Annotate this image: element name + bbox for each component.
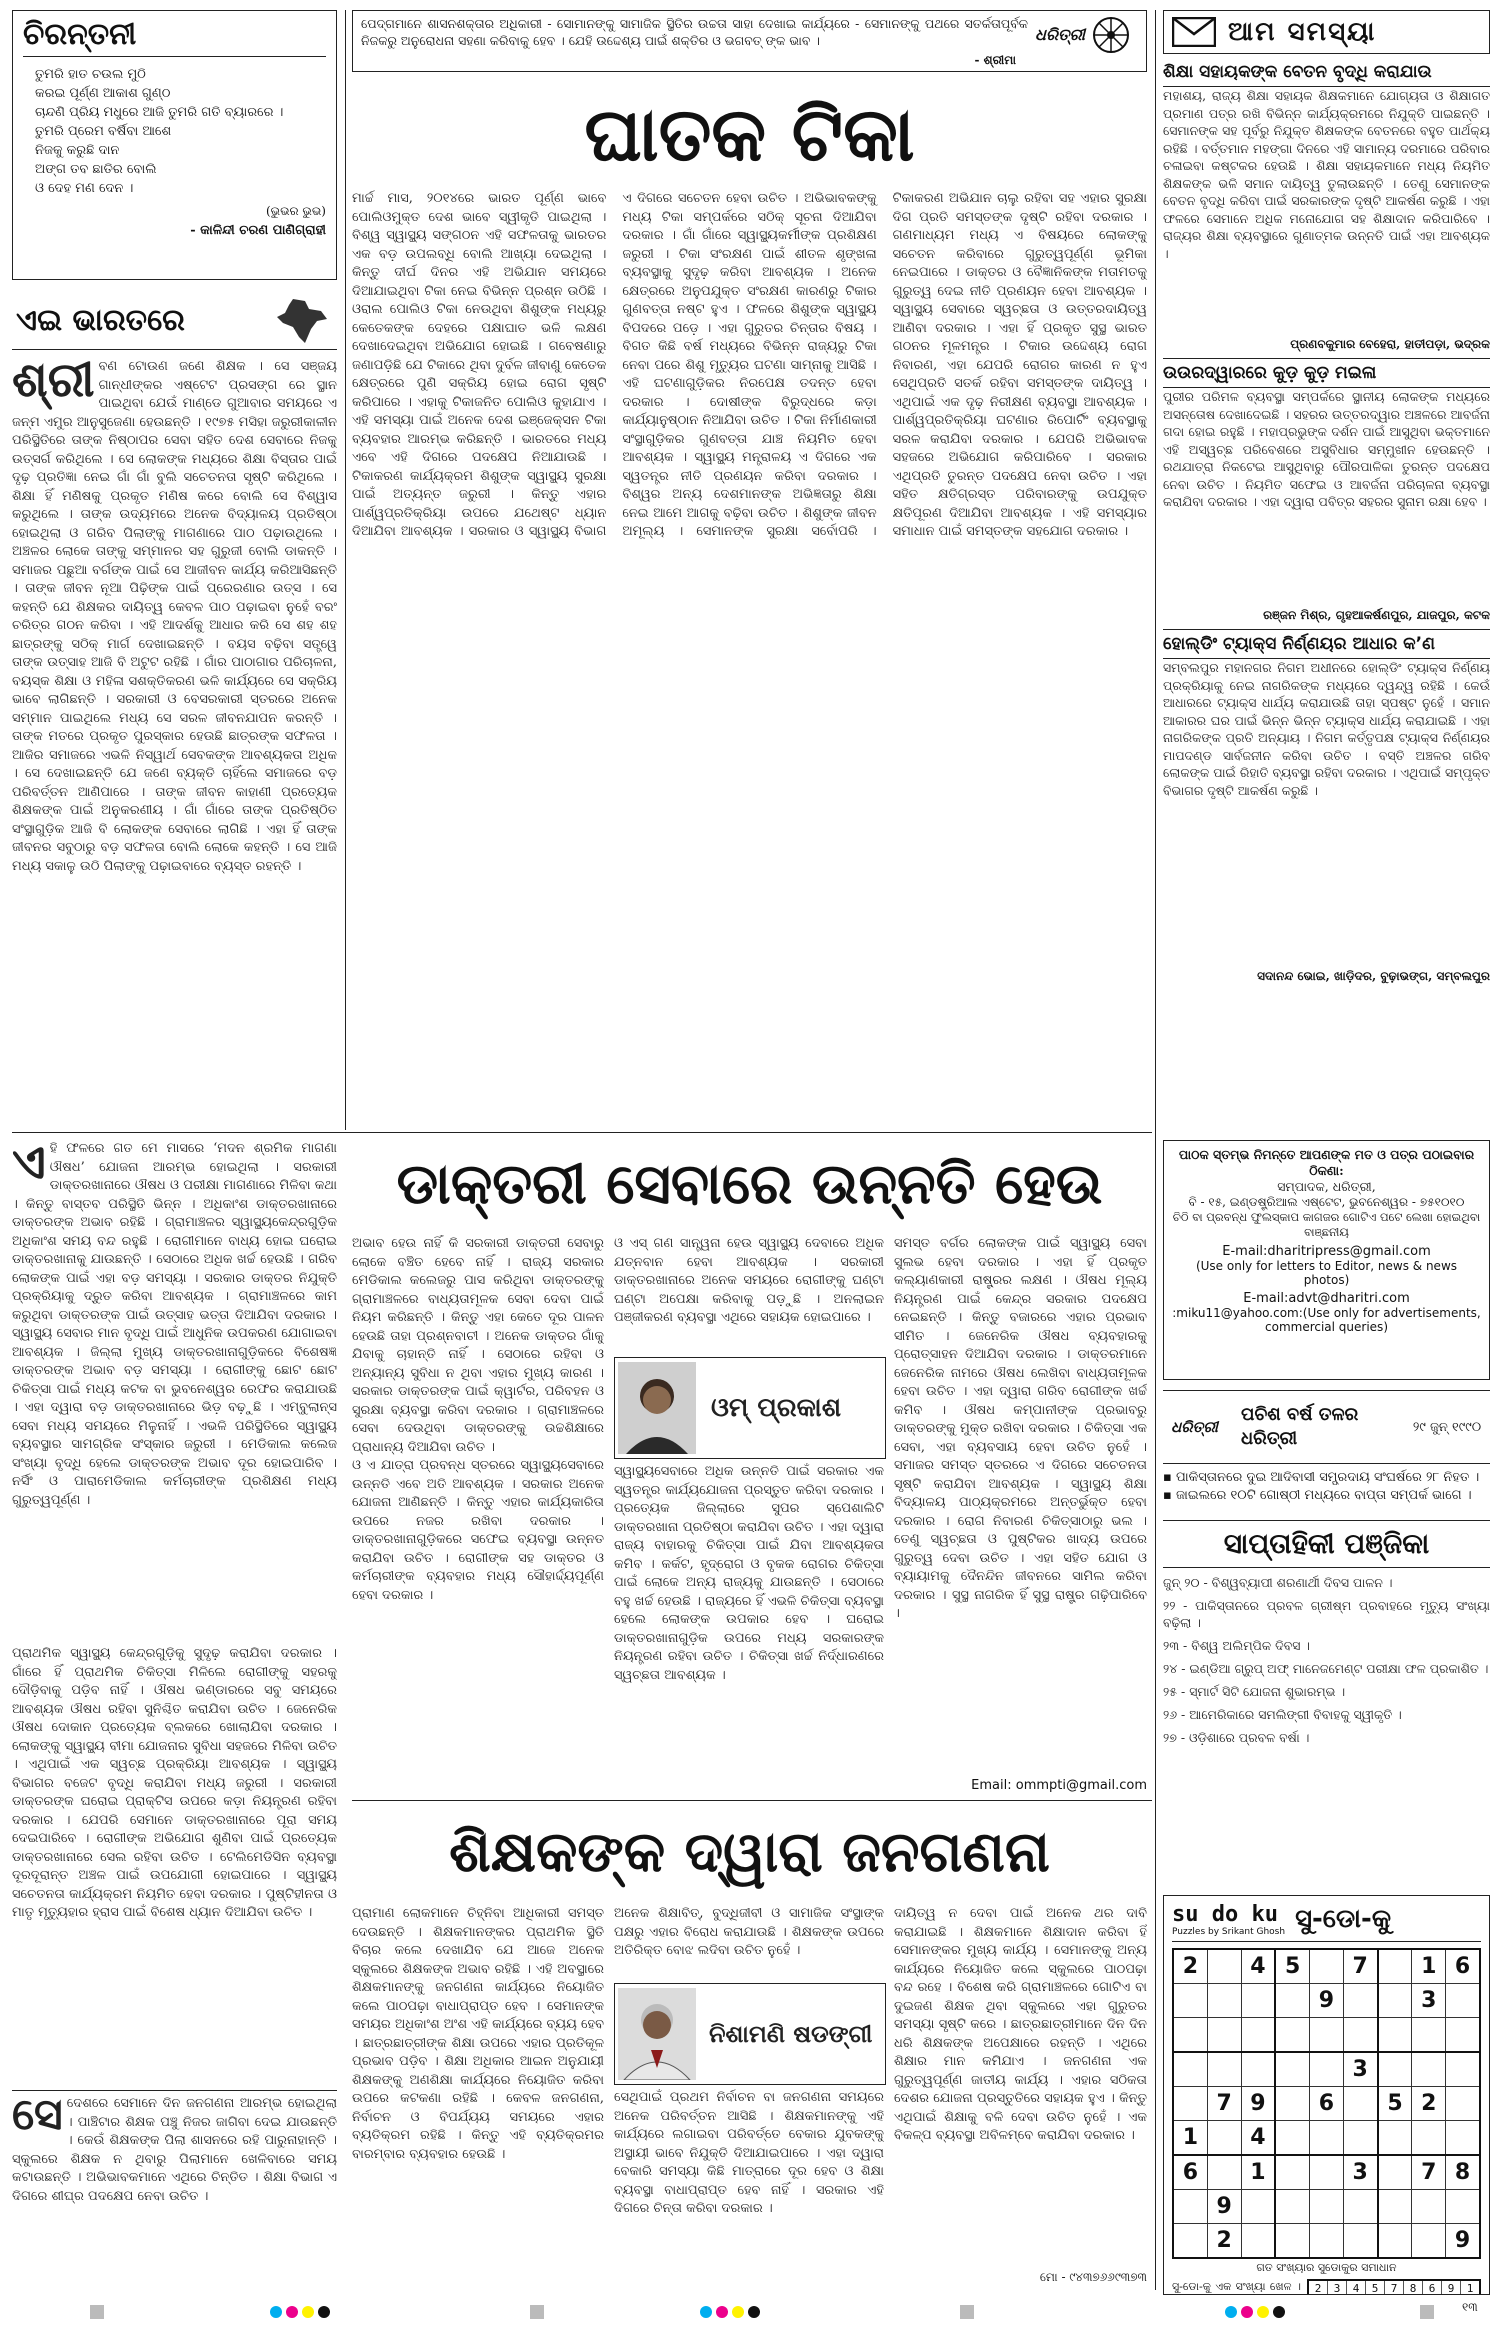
sudoku-cell[interactable]: 3 bbox=[1412, 1984, 1446, 2018]
letter-title: ହୋଲ୍ଡିଂ ଟ୍ୟାକ୍ସ ନିର୍ଣ୍ଣୟର ଆଧାର କ’ଣ bbox=[1163, 629, 1490, 659]
weekly-item: ୨୫ - ସ୍ମାର୍ଟ ସିଟି ଯୋଜନା ଶୁଭାରମ୍ଭ । bbox=[1163, 1684, 1346, 1699]
sudoku-cell[interactable] bbox=[1446, 2190, 1480, 2224]
letter-body: ମହାଶୟ, ରାଜ୍ୟ ଶିକ୍ଷା ସହାୟକ ଶିକ୍ଷକମାନେ ଯୋଗ୍ୟତା ଓ ଶିକ୍ଷାଗତ ପ୍ରମାଣ ପତ୍ର ରଖି ବିଭିନ୍ନ କାର୍ଯ୍ୟକ୍ରମରେ ନିଯୁକ୍ତି ପାଇଛନ୍ତି । ସେମାନଙ୍କ ସହ ପୂର୍ବରୁ ନିଯୁକ୍ତ ଶିକ୍ଷକଙ୍କ ବେତନରେ ବହୁତ ପାର୍ଥକ୍ୟ ରହିଛି । ବର୍ତ୍ତମାନ ମହଙ୍ଗା ଦିନରେ ଏହି ସାମାନ୍ୟ ଦରମାରେ ପରିବାର ଚଳାଇବା କଷ୍ଟକର ହେଉଛି । ଶିକ୍ଷା ସହାୟକମାନେ ମଧ୍ୟ ନିୟମିତ ଶିକ୍ଷକଙ୍କ ଭଳି ସମାନ ଦାୟିତ୍ୱ ତୁଲାଉଛନ୍ତି । ତେଣୁ ସେମାନଙ୍କ ବେତନ ବୃଦ୍ଧି କରିବା ପାଇଁ ସରକାରଙ୍କ ଦୃଷ୍ଟି ଆକର୍ଷଣ କରୁଛି । ଏହା ଫଳରେ ସେମାନେ ଅଧିକ ମନୋଯୋଗ ସହ ଶିକ୍ଷାଦାନ କରିପାରିବେ । ରାଜ୍ୟର ଶିକ୍ଷା ବ୍ୟବସ୍ଥାରେ ଗୁଣାତ୍ମକ ଉନ୍ନତି ପାଇଁ ଏହା ଆବଶ୍ୟକ । bbox=[1163, 88, 1490, 261]
sudoku-cell[interactable] bbox=[1207, 1984, 1241, 2018]
solution-cell: 5 bbox=[1366, 2280, 1385, 2295]
sudoku-cell[interactable] bbox=[1378, 1949, 1412, 1984]
sudoku-cell[interactable] bbox=[1343, 2190, 1377, 2224]
sudoku-cell[interactable] bbox=[1412, 2121, 1446, 2156]
poem-line: ଓ ଦେହ ମଣ ଦେନ । bbox=[35, 181, 134, 196]
editor-email-note: (Use only for letters to Editor, news & news photos) bbox=[1195, 1259, 1458, 1287]
article3-left-text: ସେ ଦେଶରେ ସେମାନେ ଦିନ ଜନଗଣନା ଆରମ୍ଭ ହୋଇଥିଲା । ପାଞ୍ଚିଟାର ଶିକ୍ଷକ ପଞ୍ଚୁ ନିଜର ଜାଗିବା ଦେଇ ଯାଉଛନ୍ତି । କେଉଁ ଶିକ୍ଷକଙ୍କ ପିଲା ଶାସନରେ ରହି ପାରୁନାହାନ୍ତି । ସ୍କୁଲରେ ଶିକ୍ଷକ ନ ଥିବାରୁ ପିଲାମାନେ ଖେଳିବାରେ ସମୟ କଟାଉଛନ୍ତି । ଅଭିଭାବକମାନେ ଏଥିରେ ଚିନ୍ତିତ । ଶିକ୍ଷା ବିଭାଗ ଏ ଦିଗରେ ଶୀଘ୍ର ପଦକ୍ଷେପ ନେବା ଉଚିତ । bbox=[12, 2090, 337, 2290]
sudoku-cell[interactable]: 5 bbox=[1378, 2087, 1412, 2121]
contact-intro: ପାଠକ ସ୍ତମ୍ଭ ନିମନ୍ତେ ଆପଣଙ୍କ ମତ ଓ ପତ୍ର ପଠାଇବାର ଠିକଣା: bbox=[1178, 1147, 1475, 1178]
sudoku-solution bbox=[1307, 2279, 1481, 2295]
sudoku-cell[interactable] bbox=[1241, 2018, 1275, 2053]
sudoku-cell[interactable] bbox=[1241, 2190, 1275, 2224]
weekly-item: ୨୪ - ଇଣ୍ଡିଆ ଗ୍ରୁପ୍ ଅଫ୍ ମାନେଜମେଣ୍ଟ ପରୀକ୍ଷା ଫଳ ପ୍ରକାଶିତ । bbox=[1163, 1661, 1489, 1676]
sudoku-cell[interactable]: 4 bbox=[1241, 2121, 1275, 2156]
dharitri-logo bbox=[1028, 15, 1138, 55]
sudoku-cell[interactable] bbox=[1207, 2121, 1241, 2156]
print-mark bbox=[530, 2305, 544, 2319]
letter-byline: ରଞ୍ଜନ ମିଶ୍ର, ଗୃହଆକର୍ଷଣପୁର, ଯାଜପୁର, କଟକ bbox=[1263, 608, 1490, 622]
sudoku-cell[interactable] bbox=[1446, 2052, 1480, 2087]
sudoku-cell[interactable]: 8 bbox=[1446, 2155, 1480, 2190]
solution-cell: 8 bbox=[1404, 2280, 1423, 2295]
sudoku-cell[interactable] bbox=[1378, 2121, 1412, 2156]
weekly-item: ଜୁନ୍ ୨୦ - ବିଶ୍ୱବ୍ୟାପୀ ଶରଣାର୍ଥୀ ଦିବସ ପାଳନ । bbox=[1163, 1575, 1393, 1590]
sudoku-cell[interactable] bbox=[1310, 2190, 1344, 2224]
flashback-date: ୨୯ ଜୁନ୍ ୧୯୯୦ bbox=[1412, 1419, 1482, 1435]
sudoku-cell[interactable]: 2 bbox=[1173, 1949, 1207, 1984]
sudoku-cell[interactable] bbox=[1446, 2018, 1480, 2053]
poem-note: (ଭୁଭର ଭୁଭ) bbox=[265, 204, 326, 218]
sudoku-cell[interactable] bbox=[1275, 1984, 1309, 2018]
section-rule bbox=[12, 1132, 1152, 1133]
sudoku-cell[interactable] bbox=[1378, 2224, 1412, 2259]
quote-text: ପେଦ୍ଗମାନେ ଶାସନଶକ୍ତାର ଅଧିକାରୀ - ସୋମାନଙ୍କୁ ସାମାଜିକ ସ୍ଥିତିର ଉଚ୍ଚତା ସାହା ଦେଖାଇ କାର୍ଯ୍ୟରେ - ସେମାନଙ୍କୁ ପଥରେ ସତର୍କତାପୂର୍ବକ ନିଜକରୁ ଅନୁରୋଧନା ସହଣା କରିବାକୁ ହେବ । ଯେହି ଉଦ୍ଦେଶ୍ୟ ପାଇଁ ଶକ୍ତିର ଓ ଭଗବତ୍ ଙ୍କ ଭାବ । bbox=[361, 16, 1028, 48]
sudoku-cell[interactable] bbox=[1241, 2224, 1275, 2259]
print-mark bbox=[1420, 2305, 1434, 2319]
author-photo bbox=[618, 1362, 696, 1454]
sudoku-title-or: ସୁ-ଡୋ-କୁ bbox=[1295, 1904, 1392, 1934]
sudoku-cell[interactable] bbox=[1412, 2052, 1446, 2087]
chirantani-title: ଚିରନ୍ତନୀ bbox=[23, 17, 326, 57]
article3-body: ପ୍ରାମାଣ ଲୋକମାନେ ଚିହ୍ନିବା ଆଧିକାରୀ ସମସ୍ତ ଦେଉଛନ୍ତି । ଶିକ୍ଷକମାନଙ୍କର ପ୍ରାଥମିକ ସ୍ଥିତି ବିଚାର କଲେ ଦେଖାଯିବ ଯେ ଆଜେ ଅନେକ ସ୍କୁଲରେ ଶିକ୍ଷକଙ୍କ ଅଭାବ ରହିଛି । ଏହି ଅବସ୍ଥାରେ ଶିକ୍ଷକମାନଙ୍କୁ ଜନଗଣନା କାର୍ଯ୍ୟରେ ନିୟୋଜିତ କଲେ ପାଠପଢ଼ା ବାଧାପ୍ରାପ୍ତ ହେବ । ସେମାନଙ୍କ ସମୟର ଅଧିକାଂଶ ଅଂଶ ଏହି କାର୍ଯ୍ୟରେ ବ୍ୟୟ ହେବ । ଛାତ୍ରଛାତ୍ରୀଙ୍କ ଶିକ୍ଷା ଉପରେ ଏହାର ପ୍ରତିକୂଳ ପ୍ରଭାବ ପଡ଼ିବ । ଶିକ୍ଷା ଅଧିକାର ଆଇନ ଅନୁଯାୟୀ ଶିକ୍ଷକଙ୍କୁ ଅଣଶିକ୍ଷା କାର୍ଯ୍ୟରେ ନିୟୋଜିତ କରିବା ଉପରେ କଟକଣା ରହିଛି । କେବଳ ଜନଗଣନା, ନିର୍ବାଚନ ଓ ବିପର୍ଯ୍ୟୟ ସମୟରେ ଏହାର ବ୍ୟତିକ୍ରମ ରହିଛି । କିନ୍ତୁ ଏହି ବ୍ୟତିକ୍ରମର ବାରମ୍ବାର ବ୍ୟବହାର ହେଉଛି । ନିଶାମଣି ଷଡଙ୍ଗୀ ଅନେକ ଶିକ୍ଷାବିତ୍, ବୁଦ୍ଧିଜୀବୀ ଓ ସାମାଜିକ ସଂସ୍ଥାଙ୍କ ପକ୍ଷରୁ ଏହାର ବିରୋଧ କରାଯାଉଛି । ଶିକ୍ଷକଙ୍କ ଉପରେ ଅତିରିକ୍ତ ବୋଝ ଲଦିବା ଉଚିତ ନୁହେଁ । ସେଥିପାଇଁ ପ୍ରଥମ ନିର୍ବାଚନ ବା ଜନଗଣନା ସମୟରେ ଅନେକ ପରିବର୍ତ୍ତନ ଆସିଛି । ଶିକ୍ଷକମାନଙ୍କୁ ଏହି କାର୍ଯ୍ୟରେ ଲଗାଇବା ପରିବର୍ତ୍ତେ ବେକାର ଯୁବକଙ୍କୁ ଅସ୍ଥାୟୀ ଭାବେ ନିଯୁକ୍ତି ଦିଆଯାଇପାରେ । ଏହା ଦ୍ୱାରା ବେକାରି ସମସ୍ୟା କିଛି ମାତ୍ରାରେ ଦୂର ହେବ ଓ ଶିକ୍ଷା ବ୍ୟବସ୍ଥା ବାଧାପ୍ରାପ୍ତ ହେବ ନାହିଁ । ସରକାର ଏହି ଦିଗରେ ଚିନ୍ତା କରିବା ଦରକାର । ଦାୟିତ୍ୱ ନ ଦେବା ପାଇଁ ଅନେକ ଥର ଦାବି କରାଯାଇଛି । ଶିକ୍ଷକମାନେ ଶିକ୍ଷାଦାନ କରିବା ହିଁ ସେମାନଙ୍କର ମୁଖ୍ୟ କାର୍ଯ୍ୟ । ସେମାନଙ୍କୁ ଅନ୍ୟ କାର୍ଯ୍ୟରେ ନିୟୋଜିତ କଲେ ସ୍କୁଲରେ ପାଠପଢ଼ା ବନ୍ଦ ରହେ । ବିଶେଷ କରି ଗ୍ରାମାଞ୍ଚଳରେ ଗୋଟିଏ ବା ଦୁଇଜଣ ଶିକ୍ଷକ ଥିବା ସ୍କୁଲରେ ଏହା ଗୁରୁତର ସମସ୍ୟା ସୃଷ୍ଟି କରେ । ଛାତ୍ରଛାତ୍ରୀମାନେ ଦିନ ଦିନ ଧରି ଶିକ୍ଷକଙ୍କ ଅପେକ୍ଷାରେ ରହନ୍ତି । ଏଥିରେ ଶିକ୍ଷାର ମାନ କମିଯାଏ । ଜନଗଣନା ଏକ ଗୁରୁତ୍ୱପୂର୍ଣ୍ଣ ଜାତୀୟ କାର୍ଯ୍ୟ । ଏହାର ସଠିକତା ଦେଶର ଯୋଜନା ପ୍ରସ୍ତୁତିରେ ସହାୟକ ହୁଏ । କିନ୍ତୁ ଏଥିପାଇଁ ଶିକ୍ଷାକୁ ବଳି ଦେବା ଉଚିତ ନୁହେଁ । ଏକ ବିକଳ୍ପ ବ୍ୟବସ୍ଥା ଅବିଳମ୍ବେ କରାଯିବା ଦରକାର । bbox=[352, 1906, 1147, 2216]
sudoku-cell[interactable]: 7 bbox=[1343, 1949, 1377, 1984]
article1-headline: ଘାତକ ଟିକା bbox=[584, 92, 915, 178]
poem-line: ତୁମରି ହାତ ଚଉଲ ମୁଠି bbox=[35, 67, 146, 82]
column-rule bbox=[345, 10, 346, 1130]
solution-cell: 4 bbox=[1347, 2280, 1366, 2295]
ama-samasya-title: ଆମ ସମସ୍ୟା bbox=[1228, 16, 1377, 47]
sudoku-credit: Puzzles by Srikant Ghosh bbox=[1172, 1927, 1286, 1937]
sudoku-cell[interactable]: 6 bbox=[1173, 2155, 1207, 2190]
poem-line: ତୁମରି ପ୍ରେମ ବର୍ଷିବା ଆଶେ bbox=[35, 124, 172, 139]
solution-cell: 1 bbox=[1461, 2280, 1481, 2295]
quote-box bbox=[352, 10, 1147, 72]
sudoku-cell[interactable] bbox=[1343, 2121, 1377, 2156]
drop-cap: ସେ bbox=[12, 2090, 63, 2140]
sudoku-cell[interactable] bbox=[1275, 2052, 1309, 2087]
sudoku-cell[interactable]: 7 bbox=[1412, 2155, 1446, 2190]
sudoku-cell[interactable] bbox=[1343, 2018, 1377, 2053]
sudoku-cell[interactable] bbox=[1378, 1984, 1412, 2018]
envelope-icon bbox=[1172, 17, 1216, 47]
sudoku-cell[interactable]: 4 bbox=[1241, 1949, 1275, 1984]
author-photo bbox=[618, 1988, 696, 2080]
flashback-box bbox=[1163, 1390, 1490, 1512]
contact-box bbox=[1163, 1140, 1490, 1380]
letter-byline: ପ୍ରଣବକୁମାର ବେହେରା, ହାତୀପଡ଼ା, ଭଦ୍ରକ bbox=[1290, 337, 1490, 351]
article2-left-cont: ପ୍ରାଥମିକ ସ୍ୱାସ୍ଥ୍ୟ କେନ୍ଦ୍ରଗୁଡ଼ିକୁ ସୁଦୃଢ଼ କରାଯିବା ଦରକାର । ଗାଁରେ ହିଁ ପ୍ରାଥମିକ ଚିକିତ୍ସା ମିଳିଲେ ରୋଗୀଙ୍କୁ ସହରକୁ ଦୌଡ଼ିବାକୁ ପଡ଼ିବ ନାହିଁ । ଔଷଧ ଭଣ୍ଡାରରେ ସବୁ ସମୟରେ ଆବଶ୍ୟକ ଔଷଧ ରହିବା ସୁନିଶ୍ଚିତ କରାଯିବା ଉଚିତ । ଜେନେରିକ ଔଷଧ ଦୋକାନ ପ୍ରତ୍ୟେକ ବ୍ଲକରେ ଖୋଲାଯିବା ଦରକାର । ଲୋକଙ୍କୁ ସ୍ୱାସ୍ଥ୍ୟ ବୀମା ଯୋଜନାର ସୁବିଧା ସହଜରେ ମିଳିବା ଉଚିତ । ଏଥିପାଇଁ ଏକ ସ୍ୱଚ୍ଛ ପ୍ରକ୍ରିୟା ଆବଶ୍ୟକ । ସ୍ୱାସ୍ଥ୍ୟ ବିଭାଗର ବଜେଟ ବୃଦ୍ଧି କରାଯିବା ମଧ୍ୟ ଜରୁରୀ । ସରକାରୀ ଡାକ୍ତରଙ୍କ ଘରୋଇ ପ୍ରାକ୍ଟିସ ଉପରେ କଡ଼ା ନିୟନ୍ତ୍ରଣ ରହିବା ଦରକାର । ଯେପରି ସେମାନେ ଡାକ୍ତରଖାନାରେ ପୂରା ସମୟ ଦେଇପାରିବେ । ରୋଗୀଙ୍କ ଅଭିଯୋଗ ଶୁଣିବା ପାଇଁ ପ୍ରତ୍ୟେକ ଡାକ୍ତରଖାନାରେ ସେଲ ରହିବା ଉଚିତ । ଟେଲିମେଡିସିନ ବ୍ୟବସ୍ଥା ଦୂରଦୂରାନ୍ତ ଅଞ୍ଚଳ ପାଇଁ ଉପଯୋଗୀ ହୋଇପାରେ । ସ୍ୱାସ୍ଥ୍ୟ ସଚେତନତା କାର୍ଯ୍ୟକ୍ରମ ନିୟମିତ ହେବା ଦରକାର । ପୁଷ୍ଟିହୀନତା ଓ ମାତୃ ମୃତ୍ୟୁହାର ହ୍ରାସ ପାଇଁ ବିଶେଷ ଧ୍ୟାନ ଦିଆଯିବା ଉଚିତ । bbox=[12, 1646, 337, 1920]
sudoku-cell[interactable] bbox=[1207, 2155, 1241, 2190]
contact-line: ସମ୍ପାଦକ, ଧରିତ୍ରୀ, bbox=[1277, 1179, 1376, 1194]
flashback-logo: ଧରିତ୍ରୀ bbox=[1171, 1418, 1218, 1436]
sudoku-cell[interactable] bbox=[1343, 2224, 1377, 2259]
article3-headline: ଶିକ୍ଷକଙ୍କ ଦ୍ୱାରା ଜନଗଣନା bbox=[449, 1820, 1050, 1885]
ebharat-article bbox=[12, 358, 337, 1128]
solution-cell: 9 bbox=[1442, 2280, 1461, 2295]
advt-email[interactable]: E-mail:advt@dharitri.com bbox=[1243, 1291, 1410, 1306]
sudoku-cell[interactable] bbox=[1378, 2190, 1412, 2224]
article3-phone: ମୋ - ୯୪୩୭୬୬୯୩୭୩ bbox=[1039, 2270, 1147, 2284]
sudoku-cell[interactable] bbox=[1446, 2087, 1480, 2121]
letter-title: ଉଉରଦ୍ୱାରରେ କୁଡ଼ କୁଡ଼ ମଇଳା bbox=[1163, 358, 1490, 388]
letter-title: ଶିକ୍ଷା ସହାୟକଙ୍କ ବେତନ ବୃଦ୍ଧି କରାଯାଉ bbox=[1163, 60, 1490, 87]
weekly-item: ୨୭ - ଓଡ଼ିଶାରେ ପ୍ରବଳ ବର୍ଷା । bbox=[1163, 1730, 1310, 1745]
sudoku-cell[interactable]: 3 bbox=[1343, 2155, 1377, 2190]
quote-author: - ଶ୍ରୀମା bbox=[974, 53, 1016, 67]
sudoku-rules: ସୁ-ଡୋ-କୁ ଏକ ସଂଖ୍ୟା ଖେଳ । bbox=[1172, 2280, 1301, 2293]
sudoku-cell[interactable] bbox=[1446, 2121, 1480, 2156]
sudoku-cell[interactable] bbox=[1173, 2190, 1207, 2224]
sudoku-cell[interactable] bbox=[1173, 1984, 1207, 2018]
sudoku-cell[interactable]: 7 bbox=[1207, 2087, 1241, 2121]
poet-name: - କାଳିନ୍ଦୀ ଚରଣ ପାଣିଗ୍ରାହୀ bbox=[190, 223, 326, 238]
solution-cell: 7 bbox=[1385, 2280, 1404, 2295]
poem bbox=[23, 65, 326, 198]
sudoku-cell[interactable] bbox=[1173, 2087, 1207, 2121]
sudoku-cell[interactable] bbox=[1207, 1949, 1241, 1984]
india-map-icon bbox=[271, 297, 331, 347]
page-number: ୧୩ bbox=[1462, 2300, 1478, 2314]
ebharat-header bbox=[12, 295, 337, 350]
poem-line: ଅଙ୍ଗ ତବ ଛାତିର ବୋଲି bbox=[35, 162, 157, 177]
sudoku-cell[interactable] bbox=[1446, 1984, 1480, 2018]
weekly-calendar bbox=[1163, 1520, 1490, 1890]
sudoku-cell[interactable] bbox=[1378, 2052, 1412, 2087]
sudoku-cell[interactable] bbox=[1310, 2018, 1344, 2053]
color-registration-mark bbox=[700, 2306, 760, 2318]
sudoku-cell[interactable]: 9 bbox=[1446, 2224, 1480, 2259]
sudoku-grid[interactable] bbox=[1172, 1948, 1481, 2259]
flashback-item: ▪ ଜାଇଲରେ ୧୦ଟି ଗୋଷ୍ଠୀ ମଧ୍ୟରେ ବାପ୍ତା ସମ୍ପର୍କ ଭାଗେ । bbox=[1163, 1488, 1472, 1503]
sudoku-cell[interactable]: 9 bbox=[1207, 2190, 1241, 2224]
sudoku-cell[interactable] bbox=[1310, 2155, 1344, 2190]
article1-body: ମାର୍ଚ୍ଚ ମାସ, ୨୦୧୪ରେ ଭାରତ ପୂର୍ଣ୍ଣ ଭାବେ ପୋଲିଓମୁକ୍ତ ଦେଶ ଭାବେ ସ୍ୱୀକୃତି ପାଇଥିଲା । ବିଶ୍ୱ ସ୍ୱାସ୍ଥ୍ୟ ସଙ୍ଗଠନ ଏହି ସଫଳତାକୁ ଭାରତର ଏକ ବଡ଼ ଉପଲବ୍ଧି ବୋଲି ଆଖ୍ୟା ଦେଇଥିଲା । କିନ୍ତୁ ଦୀର୍ଘ ଦିନର ଏହି ଅଭିଯାନ ସମୟରେ ଦିଆଯାଇଥିବା ଟିକା ନେଇ ବିଭିନ୍ନ ପ୍ରଶ୍ନ ଉଠିଛି । ଓରାଲ ପୋଲିଓ ଟିକା ନେଉଥିବା ଶିଶୁଙ୍କ ମଧ୍ୟରୁ କେତେକଙ୍କ ଦେହରେ ପକ୍ଷାଘାତ ଭଳି ଲକ୍ଷଣ ଦେଖାଦେଇଥିବା ଅଭିଯୋଗ ହୋଇଛି । ଗବେଷଣାରୁ ଜଣାପଡ଼ିଛି ଯେ ଟିକାରେ ଥିବା ଦୁର୍ବଳ ଜୀବାଣୁ କେତେକ କ୍ଷେତ୍ରରେ ପୁଣି ସକ୍ରିୟ ହୋଇ ରୋଗ ସୃଷ୍ଟି କରିପାରେ । ଏହାକୁ ଟିକାଜନିତ ପୋଲିଓ କୁହାଯାଏ । ଏହି ସମସ୍ୟା ପାଇଁ ଅନେକ ଦେଶ ଇଞ୍ଜେକ୍ସନ ଟିକା ବ୍ୟବହାର ଆରମ୍ଭ କରିଛନ୍ତି । ଭାରତରେ ମଧ୍ୟ ଏବେ ଏହି ଦିଗରେ ପଦକ୍ଷେପ ନିଆଯାଉଛି । ଟିକାକରଣ କାର୍ଯ୍ୟକ୍ରମ ଶିଶୁଙ୍କ ସ୍ୱାସ୍ଥ୍ୟ ସୁରକ୍ଷା ପାଇଁ ଅତ୍ୟନ୍ତ ଜରୁରୀ । କିନ୍ତୁ ଏହାର ପାର୍ଶ୍ୱପ୍ରତିକ୍ରିୟା ଉପରେ ଯଥେଷ୍ଟ ଧ୍ୟାନ ଦିଆଯିବା ଆବଶ୍ୟକ । ସରକାର ଓ ସ୍ୱାସ୍ଥ୍ୟ ବିଭାଗ ଏ ଦିଗରେ ସଚେତନ ହେବା ଉଚିତ । ଅଭିଭାବକଙ୍କୁ ମଧ୍ୟ ଟିକା ସମ୍ପର୍କରେ ସଠିକ୍ ସୂଚନା ଦିଆଯିବା ଦରକାର । ଗାଁ ଗାଁରେ ସ୍ୱାସ୍ଥ୍ୟକର୍ମୀଙ୍କ ପ୍ରଶିକ୍ଷଣ ଜରୁରୀ । ଟିକା ସଂରକ୍ଷଣ ପାଇଁ ଶୀତଳ ଶୃଙ୍ଖଳା ବ୍ୟବସ୍ଥାକୁ ସୁଦୃଢ଼ କରିବା ଆବଶ୍ୟକ । ଅନେକ କ୍ଷେତ୍ରରେ ଅନୁପଯୁକ୍ତ ସଂରକ୍ଷଣ କାରଣରୁ ଟିକାର ଗୁଣବତ୍ତା ନଷ୍ଟ ହୁଏ । ଫଳରେ ଶିଶୁଙ୍କ ସ୍ୱାସ୍ଥ୍ୟ ବିପଦରେ ପଡ଼େ । ଏହା ଗୁରୁତର ଚିନ୍ତାର ବିଷୟ । ବିଗତ କିଛି ବର୍ଷ ମଧ୍ୟରେ ବିଭିନ୍ନ ରାଜ୍ୟରୁ ଟିକା ନେବା ପରେ ଶିଶୁ ମୃତ୍ୟୁର ଘଟଣା ସାମ୍ନାକୁ ଆସିଛି । ଏହି ଘଟଣାଗୁଡ଼ିକର ନିରପେକ୍ଷ ତଦନ୍ତ ହେବା ଦରକାର । ଦୋଷୀଙ୍କ ବିରୁଦ୍ଧରେ କଡ଼ା କାର୍ଯ୍ୟାନୁଷ୍ଠାନ ନିଆଯିବା ଉଚିତ । ଟିକା ନିର୍ମାଣକାରୀ ସଂସ୍ଥାଗୁଡ଼ିକର ଗୁଣବତ୍ତା ଯାଞ୍ଚ ନିୟମିତ ହେବା ଆବଶ୍ୟକ । ସ୍ୱାସ୍ଥ୍ୟ ମନ୍ତ୍ରାଳୟ ଏ ଦିଗରେ ଏକ ସ୍ୱତନ୍ତ୍ର ନୀତି ପ୍ରଣୟନ କରିବା ଦରକାର । ବିଶ୍ୱର ଅନ୍ୟ ଦେଶମାନଙ୍କ ଅଭିଜ୍ଞତାରୁ ଶିକ୍ଷା ନେଇ ଆମେ ଆଗକୁ ବଢ଼ିବା ଉଚିତ । ଶିଶୁଙ୍କ ଜୀବନ ଅମୂଲ୍ୟ । ସେମାନଙ୍କ ସୁରକ୍ଷା ସର୍ବୋପରି । ଟିକାକରଣ ଅଭିଯାନ ଚାଲୁ ରହିବା ସହ ଏହାର ସୁରକ୍ଷା ଦିଗ ପ୍ରତି ସମସ୍ତଙ୍କ ଦୃଷ୍ଟି ରହିବା ଦରକାର । ଗଣମାଧ୍ୟମ ମଧ୍ୟ ଏ ବିଷୟରେ ଲୋକଙ୍କୁ ସଚେତନ କରିବାରେ ଗୁରୁତ୍ୱପୂର୍ଣ୍ଣ ଭୂମିକା ନେଇପାରେ । ଡାକ୍ତର ଓ ବୈଜ୍ଞାନିକଙ୍କ ମତାମତକୁ ଗୁରୁତ୍ୱ ଦେଇ ନୀତି ପ୍ରଣୟନ ହେବା ଆବଶ୍ୟକ । ସ୍ୱାସ୍ଥ୍ୟ ସେବାରେ ସ୍ୱଚ୍ଛତା ଓ ଉତ୍ତରଦାୟିତ୍ୱ ଆଣିବା ଦରକାର । ଏହା ହିଁ ପ୍ରକୃତ ସୁସ୍ଥ ଭାରତ ଗଠନର ମୂଳମନ୍ତ୍ର । ଟିକାର ଉଦ୍ଦେଶ୍ୟ ରୋଗ ନିବାରଣ, ଏହା ଯେପରି ରୋଗର କାରଣ ନ ହୁଏ ସେଥିପ୍ରତି ସତର୍କ ରହିବା ସମସ୍ତଙ୍କ ଦାୟିତ୍ୱ । ଏଥିପାଇଁ ଏକ ଦୃଢ଼ ନିରୀକ୍ଷଣ ବ୍ୟବସ୍ଥା ଆବଶ୍ୟକ । ପାର୍ଶ୍ୱପ୍ରତିକ୍ରିୟା ଘଟଣାର ରିପୋର୍ଟିଂ ବ୍ୟବସ୍ଥାକୁ ସରଳ କରାଯିବା ଦରକାର । ଯେପରି ଅଭିଭାବକ ସହଜରେ ଅଭିଯୋଗ କରିପାରିବେ । ସରକାର ଏଥିପ୍ରତି ତୁରନ୍ତ ପଦକ୍ଷେପ ନେବା ଉଚିତ । ଏହା ସହିତ କ୍ଷତିଗ୍ରସ୍ତ ପରିବାରଙ୍କୁ ଉପଯୁକ୍ତ କ୍ଷତିପୂରଣ ଦିଆଯିବା ଆବଶ୍ୟକ । ଏହି ସମସ୍ୟାର ସମାଧାନ ପାଇଁ ସମସ୍ତଙ୍କ ସହଯୋଗ ଦରକାର । bbox=[352, 191, 1147, 539]
sudoku-cell[interactable]: 9 bbox=[1310, 1984, 1344, 2018]
drop-cap: ଏ bbox=[12, 1140, 46, 1190]
print-mark bbox=[90, 2305, 104, 2319]
sudoku-title-en: su do ku bbox=[1172, 1902, 1278, 1927]
letter-byline: ସଦାନନ୍ଦ ଭୋଇ, ଖାଡ଼ିଦର, ବୁଢ଼ାଭଙ୍ଗ, ସମ୍ବଲପୁର bbox=[1257, 969, 1490, 983]
sudoku-cell[interactable] bbox=[1310, 1949, 1344, 1984]
weekly-title: ସାପ୍ତାହିକୀ ପଞ୍ଜିକା bbox=[1163, 1520, 1490, 1568]
contact-line: ଚିଠି ବା ପ୍ରବନ୍ଧ ଫୁଲସ୍କାପ କାଗଜର ଗୋଟିଏ ପଟେ ଲେଖା ହୋଇଥିବା ବାଞ୍ଛନୀୟ bbox=[1172, 1210, 1481, 1239]
weekly-item: ୨୬ - ଆମେରିକାରେ ସମଲିଙ୍ଗୀ ବିବାହକୁ ସ୍ୱୀକୃତି । bbox=[1163, 1707, 1402, 1722]
sudoku-box bbox=[1163, 1895, 1490, 2295]
weekly-item: ୨୨ - ପାକିସ୍ତାନରେ ପ୍ରବଳ ଗ୍ରୀଷ୍ମ ପ୍ରବାହରେ ମୃତ୍ୟୁ ସଂଖ୍ୟା ବଢ଼ିଲା । bbox=[1163, 1598, 1490, 1630]
sudoku-cell[interactable] bbox=[1275, 2224, 1309, 2259]
flashback-title: ପଚିଶ ବର୍ଷ ତଳର ଧରିତ୍ରୀ bbox=[1241, 1404, 1359, 1449]
sudoku-cell[interactable] bbox=[1275, 2087, 1309, 2121]
article2-author-box bbox=[614, 1357, 886, 1459]
ama-samasya-header bbox=[1163, 10, 1490, 54]
sudoku-cell[interactable] bbox=[1275, 2018, 1309, 2053]
sudoku-cell[interactable] bbox=[1412, 2190, 1446, 2224]
solution-cell: 6 bbox=[1423, 2280, 1442, 2295]
sudoku-cell[interactable] bbox=[1310, 2121, 1344, 2156]
sudoku-cell[interactable] bbox=[1412, 2224, 1446, 2259]
article3-author-box bbox=[614, 1983, 886, 2085]
poem-line: କରଇ ପୂର୍ଣ୍ଣ ଆକାଶ ଗୁଣ୍ଠ bbox=[35, 86, 171, 101]
sudoku-cell[interactable]: 2 bbox=[1412, 2087, 1446, 2121]
sudoku-cell[interactable] bbox=[1275, 2190, 1309, 2224]
color-registration-mark bbox=[1225, 2306, 1285, 2318]
sudoku-cell[interactable] bbox=[1241, 1984, 1275, 2018]
print-mark bbox=[960, 2305, 974, 2319]
commercial-email[interactable]: :miku11@yahoo.com:(Use only for advertisements, commercial queries) bbox=[1172, 1306, 1481, 1334]
article2-author: ଓମ୍ ପ୍ରକାଶ bbox=[711, 1392, 842, 1423]
letter-body: ପୁରୀର ପରିମଳ ବ୍ୟବସ୍ଥା ସମ୍ପର୍କରେ ସ୍ଥାନୀୟ ଲୋକଙ୍କ ମଧ୍ୟରେ ଅସନ୍ତୋଷ ଦେଖାଦେଇଛି । ସହରର ଉତ୍ତରଦ୍ୱାର ଅଞ୍ଚଳରେ ଆବର୍ଜନା ଗଦା ହୋଇ ରହୁଛି । ମହାପ୍ରଭୁଙ୍କ ଦର୍ଶନ ପାଇଁ ଆସୁଥିବା ଭକ୍ତମାନେ ଏହି ଅସ୍ୱଚ୍ଛ ପରିବେଶରେ ଅସୁବିଧାର ସମ୍ମୁଖୀନ ହେଉଛନ୍ତି । ରଥଯାତ୍ରା ନିକଟେଇ ଆସୁଥିବାରୁ ପୌରପାଳିକା ତୁରନ୍ତ ପଦକ୍ଷେପ ନେବା ଉଚିତ । ନିୟମିତ ସଫେଇ ଓ ଆବର୍ଜନା ପରିଚାଳନା ବ୍ୟବସ୍ଥା କରାଯିବା ଦରକାର । ଏହା ଦ୍ୱାରା ପବିତ୍ର ସହରର ସୁନାମ ରକ୍ଷା ହେବ । bbox=[1163, 389, 1490, 509]
sudoku-cell[interactable] bbox=[1241, 2052, 1275, 2087]
flashback-item: ▪ ପାକିସ୍ତାନରେ ଦୁଇ ଆଦିବାସୀ ସମ୍ପ୍ରଦାୟ ସଂଘର୍ଷରେ ୨୮ ନିହତ । bbox=[1163, 1470, 1480, 1485]
article-body: ବଣ ଟୋଉଣ ଜଣେ ଶିକ୍ଷକ । ସେ ସଞ୍ଜୟ ଗାନ୍ଧୀଙ୍କର ଏଷ୍ଟେଟ ପ୍ରସଙ୍ଗ ରେ ସ୍ଥାନ ପାଇଥିବା ଯେଉଁ ମାଣ୍ଡେ ଗୁଆବାର ସମୟରେ ଏ ଜନ୍ମ ଏମୁର ଆନୁସୁଜେଣା ହେଉଛନ୍ତି । ୧୯୭୫ ମସିହା ଜରୁରୀକାଳୀନ ପରିସ୍ଥିତିରେ ତାଙ୍କ ନିଷ୍ଠାପର ସେବା ସହିତ ଦେଶ ସେବାରେ ନିଜକୁ ଉତ୍ସର୍ଗ କରିଥିଲେ । ସେ ଲୋକଙ୍କ ମଧ୍ୟରେ ଶିକ୍ଷା ବିସ୍ତାର ପାଇଁ ଦୃଢ଼ ପ୍ରତିଜ୍ଞା ନେଇ ଗାଁ ଗାଁ ବୁଲି ସଚେତନତା ସୃଷ୍ଟି କରିଥିଲେ । ଶିକ୍ଷା ହିଁ ମଣିଷକୁ ପ୍ରକୃତ ମଣିଷ କରେ ବୋଲି ସେ ବିଶ୍ୱାସ କରୁଥିଲେ । ତାଙ୍କ ଉଦ୍ୟମରେ ଅନେକ ବିଦ୍ୟାଳୟ ପ୍ରତିଷ୍ଠା ହୋଇଥିଲା ଓ ଗରିବ ପିଲାଙ୍କୁ ମାଗଣାରେ ପାଠ ପଢ଼ାଉଥିଲେ । ଅଞ୍ଚଳର ଲୋକେ ତାଙ୍କୁ ସମ୍ମାନର ସହ ଗୁରୁଜୀ ବୋଲି ଡାକନ୍ତି । ସମାଜର ପଛୁଆ ବର୍ଗଙ୍କ ପାଇଁ ସେ ଆଜୀବନ କାର୍ଯ୍ୟ କରିଆସିଛନ୍ତି । ତାଙ୍କ ଜୀବନ ନୂଆ ପିଢ଼ିଙ୍କ ପାଇଁ ପ୍ରେରଣାର ଉତ୍ସ । ସେ କହନ୍ତି ଯେ ଶିକ୍ଷକର ଦାୟିତ୍ୱ କେବଳ ପାଠ ପଢ଼ାଇବା ନୁହେଁ ବରଂ ଚରିତ୍ର ଗଠନ କରିବା । ଏହି ଆଦର୍ଶକୁ ଆଧାର କରି ସେ ଶହ ଶହ ଛାତ୍ରଙ୍କୁ ସଠିକ୍ ମାର୍ଗ ଦେଖାଇଛନ୍ତି । ବୟସ ବଢ଼ିବା ସତ୍ତ୍ୱେ ତାଙ୍କ ଉତ୍ସାହ ଆଜି ବି ଅଟୁଟ ରହିଛି । ଗାଁର ପାଠାଗାର ପରିଚାଳନା, ବୟସ୍କ ଶିକ୍ଷା ଓ ମହିଳା ସଶକ୍ତିକରଣ ଭଳି କାର୍ଯ୍ୟରେ ସେ ସକ୍ରିୟ ଭାବେ ଲାଗିଛନ୍ତି । ସରକାରୀ ଓ ବେସରକାରୀ ସ୍ତରରେ ଅନେକ ସମ୍ମାନ ପାଇଥିଲେ ମଧ୍ୟ ସେ ସରଳ ଜୀବନଯାପନ କରନ୍ତି । ତାଙ୍କ ମତରେ ପ୍ରକୃତ ପୁରସ୍କାର ହେଉଛି ଛାତ୍ରଙ୍କ ସଫଳତା । ଆଜିର ସମାଜରେ ଏଭଳି ନିସ୍ୱାର୍ଥ ସେବକଙ୍କ ଆବଶ୍ୟକତା ଅଧିକ । ସେ ଦେଖାଇଛନ୍ତି ଯେ ଜଣେ ବ୍ୟକ୍ତି ଚାହିଁଲେ ସମାଜରେ ବଡ଼ ପରିବର୍ତ୍ତନ ଆଣିପାରେ । ତାଙ୍କ ଜୀବନ କାହାଣୀ ପ୍ରତ୍ୟେକ ଶିକ୍ଷକଙ୍କ ପାଇଁ ଅନୁକରଣୀୟ । ଗାଁ ଗାଁରେ ତାଙ୍କ ପ୍ରତିଷ୍ଠିତ ସଂସ୍ଥାଗୁଡ଼ିକ ଆଜି ବି ଲୋକଙ୍କ ସେବାରେ ଲାଗିଛି । ଏହା ହିଁ ତାଙ୍କ ଜୀବନର ସବୁଠାରୁ ବଡ଼ ସଫଳତା ବୋଲି ଲୋକେ କହନ୍ତି । ସେ ଆଜି ମଧ୍ୟ ସକାଳୁ ଉଠି ପିଲାଙ୍କୁ ପଢ଼ାଇବାରେ ବ୍ୟସ୍ତ ରହନ୍ତି । bbox=[12, 359, 337, 874]
sudoku-cell[interactable]: 3 bbox=[1343, 2052, 1377, 2087]
sudoku-cell[interactable]: 9 bbox=[1241, 2087, 1275, 2121]
drop-cap: ଶ୍ରୀ bbox=[12, 358, 95, 408]
editor-email[interactable]: E-mail:dharitripress@gmail.com bbox=[1222, 1244, 1431, 1259]
sudoku-cell[interactable] bbox=[1343, 2087, 1377, 2121]
sudoku-caption: ଗତ ସଂଖ୍ୟାର ସୁଡୋକୁର ସମାଧାନ bbox=[1256, 2261, 1397, 2274]
poem-line: ଚାନ୍ଦଣି ପ୍ରିୟ ମଧୁରେ ଆଜି ତୁମରି ଗତି ବ୍ୟାରରେ । bbox=[35, 105, 284, 120]
sudoku-cell[interactable] bbox=[1412, 2018, 1446, 2053]
color-registration-mark bbox=[270, 2306, 330, 2318]
sudoku-cell[interactable] bbox=[1275, 2155, 1309, 2190]
chirantani-box bbox=[12, 10, 337, 280]
article3-author: ନିଶାମଣି ଷଡଙ୍ଗୀ bbox=[709, 2019, 873, 2048]
article2-body: ଅଭାବ ହେଉ ନାହିଁ କି ସରକାରୀ ଡାକ୍ତରୀ ସେବାରୁ ଲୋକେ ବଞ୍ଚିତ ହେବେ ନାହିଁ । ରାଜ୍ୟ ସରକାର ମେଡିକାଲ କଲେଜରୁ ପାସ କରିଥିବା ଡାକ୍ତରଙ୍କୁ ଗ୍ରାମାଞ୍ଚଳରେ ବାଧ୍ୟତାମୂଳକ ସେବା ଦେବା ପାଇଁ ନିୟମ କରିଛନ୍ତି । କିନ୍ତୁ ଏହା କେତେ ଦୂର ପାଳନ ହେଉଛି ତାହା ପ୍ରଶ୍ନବାଚୀ । ଅନେକ ଡାକ୍ତର ଗାଁକୁ ଯିବାକୁ ଚାହାନ୍ତି ନାହିଁ । ସେଠାରେ ରହିବା ଓ ଅନ୍ୟାନ୍ୟ ସୁବିଧା ନ ଥିବା ଏହାର ମୁଖ୍ୟ କାରଣ । ସରକାର ଡାକ୍ତରଙ୍କ ପାଇଁ କ୍ୱାର୍ଟର, ପରିବହନ ଓ ସୁରକ୍ଷା ବ୍ୟବସ୍ଥା କରିବା ଦରକାର । ଗ୍ରାମାଞ୍ଚଳରେ ସେବା ଦେଉଥିବା ଡାକ୍ତରଙ୍କୁ ଉଚ୍ଚଶିକ୍ଷାରେ ପ୍ରାଧାନ୍ୟ ଦିଆଯିବା ଉଚିତ । ଓ ଏ ଯାତ୍ରା ପ୍ରବନ୍ଧ ସ୍ତରରେ ସ୍ୱାସ୍ଥ୍ୟସେବାରେ ଉନ୍ନତି ଏବେ ଅତି ଆବଶ୍ୟକ । ସରକାର ଅନେକ ଯୋଜନା ଆଣିଛନ୍ତି । କିନ୍ତୁ ଏହାର କାର୍ଯ୍ୟକାରିତା ଉପରେ ନଜର ରଖିବା ଦରକାର । ଡାକ୍ତରଖାନାଗୁଡ଼ିକରେ ସଫେଇ ବ୍ୟବସ୍ଥା ଉନ୍ନତ କରାଯିବା ଉଚିତ । ରୋଗୀଙ୍କ ସହ ଡାକ୍ତର ଓ କର୍ମଚାରୀଙ୍କ ବ୍ୟବହାର ମଧ୍ୟ ସୌହାର୍ଦ୍ଦ୍ୟପୂର୍ଣ୍ଣ ହେବା ଦରକାର । ଓମ୍ ପ୍ରକାଶ ଓ ଏସ୍ ଗଣ ସାନ୍ତ୍ୱନା ହେଉ ସ୍ୱାସ୍ଥ୍ୟ ଦେବାରେ ଅଧିକ ଯତ୍ନବାନ ହେବା ଆବଶ୍ୟକ । ସରକାରୀ ଡାକ୍ତରଖାନାରେ ଅନେକ ସମୟରେ ରୋଗୀଙ୍କୁ ଘଣ୍ଟା ଘଣ୍ଟା ଅପେକ୍ଷା କରିବାକୁ ପଡ଼ୁଛି । ଅନଲାଇନ ପଞ୍ଜୀକରଣ ବ୍ୟବସ୍ଥା ଏଥିରେ ସହାୟକ ହୋଇପାରେ । ସ୍ୱାସ୍ଥ୍ୟସେବାରେ ଅଧିକ ଉନ୍ନତି ପାଇଁ ସରକାର ଏକ ସ୍ୱତନ୍ତ୍ର କାର୍ଯ୍ୟଯୋଜନା ପ୍ରସ୍ତୁତ କରିବା ଦରକାର । ପ୍ରତ୍ୟେକ ଜିଲ୍ଲାରେ ସୁପର ସ୍ପେଶାଲିଟି ଡାକ୍ତରଖାନା ପ୍ରତିଷ୍ଠା କରାଯିବା ଉଚିତ । ଏହା ଦ୍ୱାରା ରାଜ୍ୟ ବାହାରକୁ ଚିକିତ୍ସା ପାଇଁ ଯିବା ଆବଶ୍ୟକତା କମିବ । କର୍କଟ, ହୃଦ୍‌ରୋଗ ଓ ବୃକକ ରୋଗର ଚିକିତ୍ସା ପାଇଁ ଲୋକେ ଅନ୍ୟ ରାଜ୍ୟକୁ ଯାଉଛନ୍ତି । ସେଠାରେ ବହୁ ଖର୍ଚ୍ଚ ହେଉଛି । ରାଜ୍ୟରେ ହିଁ ଏଭଳି ଚିକିତ୍ସା ବ୍ୟବସ୍ଥା ହେଲେ ଲୋକଙ୍କ ଉପକାର ହେବ । ଘରୋଇ ଡାକ୍ତରଖାନାଗୁଡ଼ିକ ଉପରେ ମଧ୍ୟ ସରକାରଙ୍କ ନିୟନ୍ତ୍ରଣ ରହିବା ଉଚିତ । ଚିକିତ୍ସା ଖର୍ଚ୍ଚ ନିର୍ଦ୍ଧାରଣରେ ସ୍ୱଚ୍ଛତା ଆବଶ୍ୟକ । ସମସ୍ତ ବର୍ଗର ଲୋକଙ୍କ ପାଇଁ ସ୍ୱାସ୍ଥ୍ୟ ସେବା ସୁଲଭ ହେବା ଦରକାର । ଏହା ହିଁ ପ୍ରକୃତ କଲ୍ୟାଣକାରୀ ରାଷ୍ଟ୍ରର ଲକ୍ଷଣ । ଔଷଧ ମୂଲ୍ୟ ନିୟନ୍ତ୍ରଣ ପାଇଁ କେନ୍ଦ୍ର ସରକାର ପଦକ୍ଷେପ ନେଇଛନ୍ତି । କିନ୍ତୁ ବଜାରରେ ଏହାର ପ୍ରଭାବ ସୀମିତ । ଜେନେରିକ ଔଷଧ ବ୍ୟବହାରକୁ ପ୍ରୋତ୍ସାହନ ଦିଆଯିବା ଦରକାର । ଡାକ୍ତରମାନେ ଜେନେରିକ ନାମରେ ଔଷଧ ଲେଖିବା ବାଧ୍ୟତାମୂଳକ ହେବା ଉଚିତ । ଏହା ଦ୍ୱାରା ଗରିବ ରୋଗୀଙ୍କ ଖର୍ଚ୍ଚ କମିବ । ଔଷଧ କମ୍ପାନୀଙ୍କ ପ୍ରଭାବରୁ ଡାକ୍ତରଙ୍କୁ ମୁକ୍ତ ରଖିବା ଦରକାର । ଚିକିତ୍ସା ଏକ ସେବା, ଏହା ବ୍ୟବସାୟ ହେବା ଉଚିତ ନୁହେଁ । ସମାଜର ସମସ୍ତ ସ୍ତରରେ ଏ ଦିଗରେ ସଚେତନତା ସୃଷ୍ଟି କରାଯିବା ଆବଶ୍ୟକ । ସ୍ୱାସ୍ଥ୍ୟ ଶିକ୍ଷା ବିଦ୍ୟାଳୟ ପାଠ୍ୟକ୍ରମରେ ଅନ୍ତର୍ଭୁକ୍ତ ହେବା ଦରକାର । ରୋଗ ନିବାରଣ ଚିକିତ୍ସାଠାରୁ ଭଲ । ତେଣୁ ସ୍ୱଚ୍ଛତା ଓ ପୁଷ୍ଟିକର ଖାଦ୍ୟ ଉପରେ ଗୁରୁତ୍ୱ ଦେବା ଉଚିତ । ଏହା ସହିତ ଯୋଗ ଓ ବ୍ୟାୟାମକୁ ଦୈନନ୍ଦିନ ଜୀବନରେ ସାମିଲ କରିବା ଦରକାର । ସୁସ୍ଥ ନାଗରିକ ହିଁ ସୁସ୍ଥ ରାଷ୍ଟ୍ର ଗଢ଼ିପାରିବେ । bbox=[352, 1236, 1147, 1683]
sudoku-cell[interactable]: 5 bbox=[1275, 1949, 1309, 1984]
wheel-icon bbox=[1091, 15, 1131, 55]
letters-section bbox=[1163, 60, 1490, 1105]
sudoku-cell[interactable]: 2 bbox=[1207, 2224, 1241, 2259]
sudoku-cell[interactable] bbox=[1275, 2121, 1309, 2156]
logo-text: ଧରିତ୍ରୀ bbox=[1035, 25, 1085, 44]
contact-line: ବି - ୧୫, ଇଣ୍ଡଷ୍ଟ୍ରିଆଲ ଏଷ୍ଟେଟ, ଭୁବନେଶ୍ୱର - ୭୫୧୦୧୦ bbox=[1188, 1195, 1465, 1209]
weekly-item: ୨୩ - ବିଶ୍ୱ ଅଲିମ୍ପିକ ଦିବସ । bbox=[1163, 1638, 1310, 1653]
sudoku-cell[interactable] bbox=[1310, 2052, 1344, 2087]
sudoku-cell[interactable]: 6 bbox=[1446, 1949, 1480, 1984]
sudoku-cell[interactable]: 1 bbox=[1173, 2121, 1207, 2156]
poem-line: ନିଜକୁ କରୁଛି ଦାନ bbox=[35, 143, 120, 158]
article2-left: ଏ ହି ଫଳରେ ଗତ ମେ ମାସରେ ‘ମଦନ ଶ୍ରମିକ ମାଗଣା ଔଷଧ’ ଯୋଜନା ଆରମ୍ଭ ହୋଇଥିଲା । ସରକାରୀ ଡାକ୍ତରଖାନାରେ ଔଷଧ ଓ ପରୀକ୍ଷା ମାଗଣାରେ ମିଳିବା କଥା । କିନ୍ତୁ ବାସ୍ତବ ପରିସ୍ଥିତି ଭିନ୍ନ । ଅଧିକାଂଶ ଡାକ୍ତରଖାନାରେ ଡାକ୍ତରଙ୍କ ଅଭାବ ରହିଛି । ଗ୍ରାମାଞ୍ଚଳର ସ୍ୱାସ୍ଥ୍ୟକେନ୍ଦ୍ରଗୁଡ଼ିକ ଅଧିକାଂଶ ସମୟ ବନ୍ଦ ରହୁଛି । ରୋଗୀମାନେ ବାଧ୍ୟ ହୋଇ ଘରୋଇ ଡାକ୍ତରଖାନାକୁ ଯାଉଛନ୍ତି । ସେଠାରେ ଅଧିକ ଖର୍ଚ୍ଚ ହେଉଛି । ଗରିବ ଲୋକଙ୍କ ପାଇଁ ଏହା ବଡ଼ ସମସ୍ୟା । ସରକାର ଡାକ୍ତର ନିଯୁକ୍ତି ପ୍ରକ୍ରିୟାକୁ ଦ୍ରୁତ କରିବା ଆବଶ୍ୟକ । ଗ୍ରାମାଞ୍ଚଳରେ କାମ କରୁଥିବା ଡାକ୍ତରଙ୍କ ପାଇଁ ଉତ୍ସାହ ଭତ୍ତା ଦିଆଯିବା ଦରକାର । ସ୍ୱାସ୍ଥ୍ୟ ସେବାର ମାନ ବୃଦ୍ଧି ପାଇଁ ଆଧୁନିକ ଉପକରଣ ଯୋଗାଇବା ଆବଶ୍ୟକ । ଜିଲ୍ଲା ମୁଖ୍ୟ ଡାକ୍ତରଖାନାଗୁଡ଼ିକରେ ବିଶେଷଜ୍ଞ ଡାକ୍ତରଙ୍କ ଅଭାବ ବଡ଼ ସମସ୍ୟା । ରୋଗୀଙ୍କୁ ଛୋଟ ଛୋଟ ଚିକିତ୍ସା ପାଇଁ ମଧ୍ୟ କଟକ ବା ଭୁବନେଶ୍ୱର ରେଫର କରାଯାଉଛି । ଏହା ଦ୍ୱାରା ବଡ଼ ଡାକ୍ତରଖାନାରେ ଭିଡ଼ ବଢ଼ୁଛି । ଏମ୍ବୁଲାନ୍ସ ସେବା ମଧ୍ୟ ସମୟରେ ମିଳୁନାହିଁ । ଏଭଳି ପରିସ୍ଥିତିରେ ସ୍ୱାସ୍ଥ୍ୟ ବ୍ୟବସ୍ଥାର ସାମଗ୍ରିକ ସଂସ୍କାର ଜରୁରୀ । ମେଡିକାଲ କଲେଜ ସଂଖ୍ୟା ବୃଦ୍ଧି ହେଲେ ଡାକ୍ତରଙ୍କ ଅଭାବ ଦୂର ହୋଇପାରିବ । ନର୍ସିଂ ଓ ପାରାମେଡିକାଲ କର୍ମଚାରୀଙ୍କ ପ୍ରଶିକ୍ଷଣ ମଧ୍ୟ ଗୁରୁତ୍ୱପୂର୍ଣ୍ଣ । bbox=[12, 1140, 337, 1508]
sudoku-cell[interactable] bbox=[1343, 1984, 1377, 2018]
article2-headline: ଡାକ୍ତରୀ ସେବାରେ ଉନ୍ନତି ହେଉ bbox=[396, 1152, 1103, 1217]
sudoku-cell[interactable] bbox=[1173, 2018, 1207, 2053]
letter-body: ସମ୍ବଲପୁର ମହାନଗର ନିଗମ ଅଧୀନରେ ହୋଲ୍ଡିଂ ଟ୍ୟାକ୍ସ ନିର୍ଣ୍ଣୟ ପ୍ରକ୍ରିୟାକୁ ନେଇ ନାଗରିକଙ୍କ ମଧ୍ୟରେ ଦ୍ୱନ୍ଦ୍ୱ ରହିଛି । କେଉଁ ଆଧାରରେ ଟ୍ୟାକ୍ସ ଧାର୍ଯ୍ୟ କରାଯାଉଛି ତାହା ସ୍ପଷ୍ଟ ନୁହେଁ । ସମାନ ଆକାରର ଘର ପାଇଁ ଭିନ୍ନ ଭିନ୍ନ ଟ୍ୟାକ୍ସ ଧାର୍ଯ୍ୟ କରାଯାଇଛି । ଏହା ନାଗରିକଙ୍କ ପ୍ରତି ଅନ୍ୟାୟ । ନିଗମ କର୍ତ୍ତୃପକ୍ଷ ଟ୍ୟାକ୍ସ ନିର୍ଣ୍ଣୟର ମାପଦଣ୍ଡ ସାର୍ବଜନୀନ କରିବା ଉଚିତ । ବସ୍ତି ଅଞ୍ଚଳର ଗରିବ ଲୋକଙ୍କ ପାଇଁ ରିହାତି ବ୍ୟବସ୍ଥା ରହିବା ଦରକାର । ଏଥିପାଇଁ ସମ୍ପୃକ୍ତ ବିଭାଗର ଦୃଷ୍ଟି ଆକର୍ଷଣ କରୁଛି । bbox=[1163, 660, 1490, 798]
sudoku-cell[interactable] bbox=[1378, 2018, 1412, 2053]
sudoku-cell[interactable] bbox=[1173, 2052, 1207, 2087]
column-rule bbox=[1155, 10, 1156, 2290]
ebharat-title: ଏଇ ଭାରତରେ bbox=[16, 303, 185, 338]
section-rule bbox=[352, 1800, 1152, 1801]
sudoku-cell[interactable]: 1 bbox=[1241, 2155, 1275, 2190]
sudoku-cell[interactable] bbox=[1207, 2052, 1241, 2087]
sudoku-cell[interactable] bbox=[1173, 2224, 1207, 2259]
sudoku-cell[interactable] bbox=[1310, 2224, 1344, 2259]
sudoku-cell[interactable]: 6 bbox=[1310, 2087, 1344, 2121]
solution-cell: 3 bbox=[1328, 2280, 1347, 2295]
sudoku-cell[interactable] bbox=[1207, 2018, 1241, 2053]
sudoku-cell[interactable] bbox=[1378, 2155, 1412, 2190]
sudoku-cell[interactable]: 1 bbox=[1412, 1949, 1446, 1984]
article2-email: Email: ommpti@gmail.com bbox=[971, 1778, 1147, 1793]
solution-cell: 2 bbox=[1308, 2280, 1328, 2295]
